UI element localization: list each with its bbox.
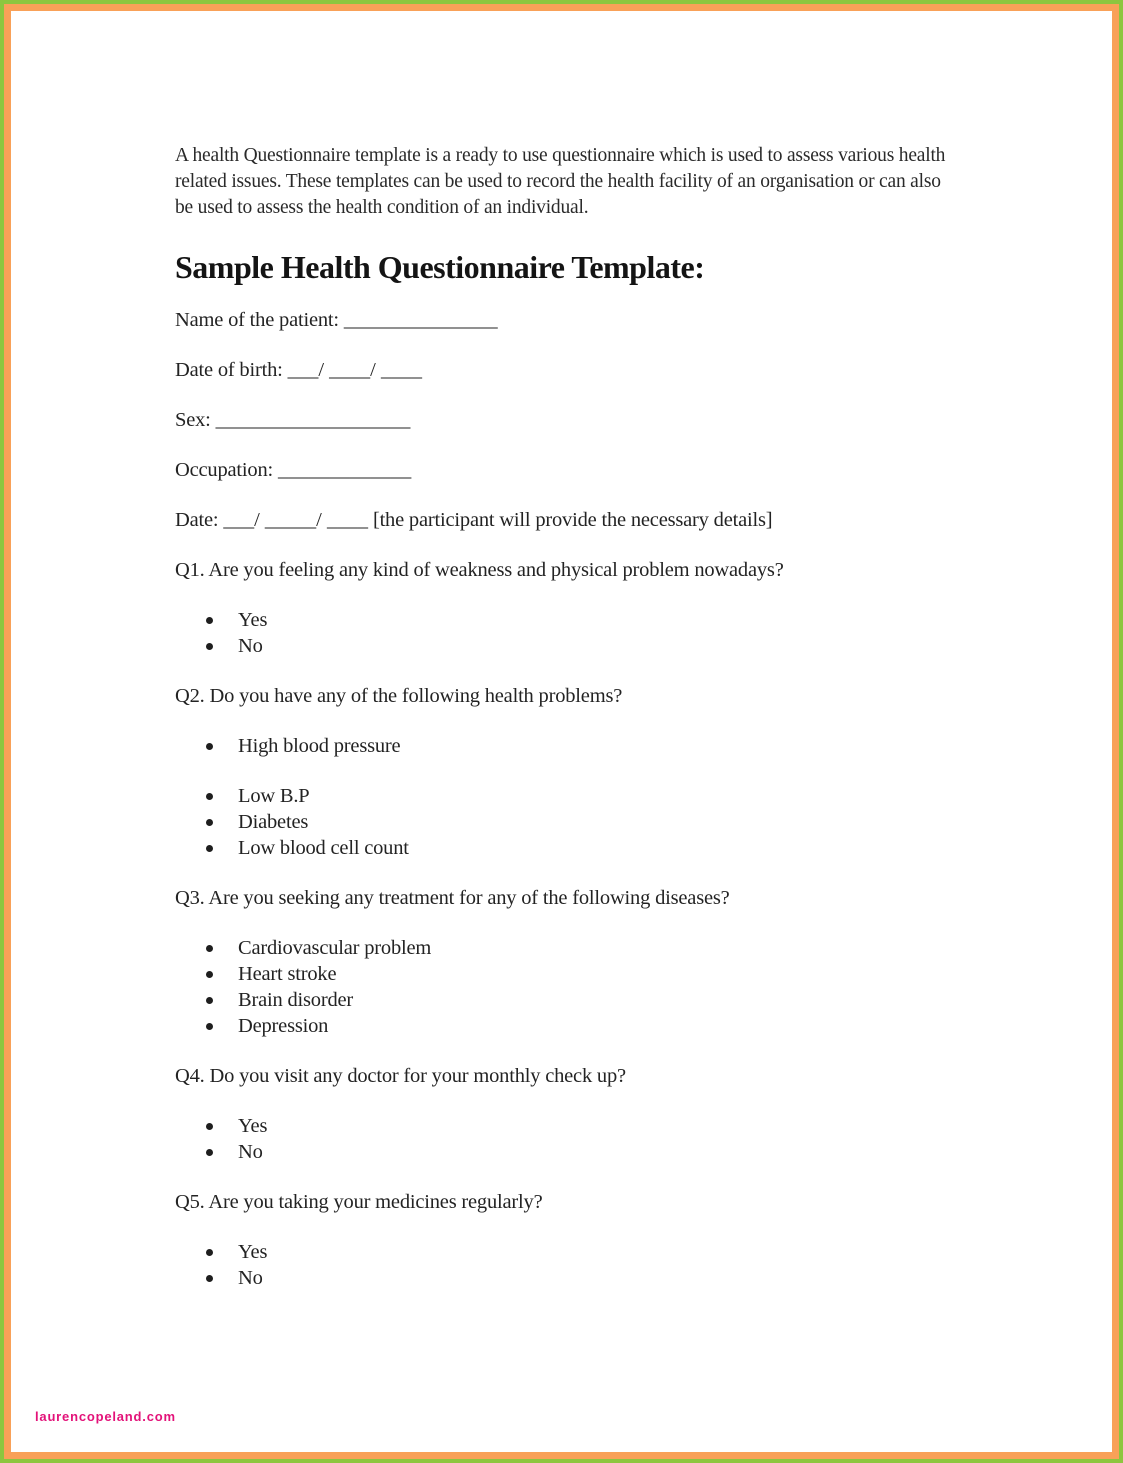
bullet-icon <box>206 1275 213 1282</box>
option-item <box>175 1113 1056 1139</box>
bullet-icon <box>206 617 213 624</box>
bullet-icon <box>206 1249 213 1256</box>
page-title: Sample Health Questionnaire Template: <box>175 249 705 285</box>
option-item <box>175 835 1056 861</box>
field-blank: _______________ <box>343 309 498 331</box>
field-date <box>175 507 1056 533</box>
bullet-icon <box>206 1149 213 1156</box>
option-item <box>175 783 1056 809</box>
field-blank: ___/ ____/ ____ <box>287 359 422 381</box>
bullet-icon <box>206 643 213 650</box>
question-q5: Q5. Are you taking your medicines regularly? <box>175 1191 543 1213</box>
field-blank: ___/ _____/ ____ <box>223 509 368 531</box>
question-q3-options <box>175 935 1056 1039</box>
option-item <box>175 633 1056 659</box>
field-occupation <box>175 457 1056 483</box>
intro-paragraph: A health Questionnaire template is a ready to use questionnaire which is used to assess various health related issues. These templates can be used to record the health facility of an organisation or can also be used to assess the health condition of an individual. <box>175 145 946 218</box>
option-label: Heart stroke <box>238 963 337 985</box>
bullet-icon <box>206 945 213 952</box>
field-patient-name <box>175 307 1056 333</box>
option-label: High blood pressure <box>238 735 401 757</box>
option-label: Depression <box>238 1015 329 1037</box>
field-blank: ___________________ <box>215 409 411 431</box>
option-item <box>175 935 1056 961</box>
option-item <box>175 1013 1056 1039</box>
option-label: Yes <box>238 1241 268 1263</box>
bullet-icon <box>206 1023 213 1030</box>
bullet-icon <box>206 1123 213 1130</box>
bullet-icon <box>206 819 213 826</box>
field-blank: _____________ <box>277 459 412 481</box>
option-label: No <box>238 1141 263 1163</box>
field-sex <box>175 407 1056 433</box>
question-q3: Q3. Are you seeking any treatment for any of the following diseases? <box>175 887 730 909</box>
option-item <box>175 607 1056 633</box>
question-q1-options <box>175 607 1056 659</box>
field-label: Date of birth: <box>175 359 283 381</box>
bullet-icon <box>206 971 213 978</box>
document-content <box>11 11 1112 1291</box>
option-label: Yes <box>238 609 268 631</box>
question-q1: Q1. Are you feeling any kind of weakness and physical problem nowadays? <box>175 559 784 581</box>
option-label: No <box>238 1267 263 1289</box>
option-label: No <box>238 635 263 657</box>
option-item <box>175 809 1056 835</box>
watermark: laurencopeland.com <box>35 1409 176 1424</box>
option-label: Brain disorder <box>238 989 354 1011</box>
bullet-icon <box>206 845 213 852</box>
option-item <box>175 1265 1056 1291</box>
bullet-icon <box>206 743 213 750</box>
option-item <box>175 1139 1056 1165</box>
field-label: Name of the patient: <box>175 309 339 331</box>
field-label: Sex: <box>175 409 211 431</box>
option-item <box>175 733 1056 759</box>
option-label: Yes <box>238 1115 268 1137</box>
option-label: Low B.P <box>238 785 310 807</box>
question-q2-options <box>175 733 1056 861</box>
document-page <box>11 11 1112 1452</box>
page-border-inner <box>4 4 1119 1459</box>
option-item <box>175 1239 1056 1265</box>
option-item <box>175 987 1056 1013</box>
field-label: Occupation: <box>175 459 273 481</box>
bullet-icon <box>206 997 213 1004</box>
question-q4-options <box>175 1113 1056 1165</box>
option-label: Diabetes <box>238 811 309 833</box>
bullet-icon <box>206 793 213 800</box>
question-q2: Q2. Do you have any of the following health problems? <box>175 685 623 707</box>
question-q4: Q4. Do you visit any doctor for your monthly check up? <box>175 1065 626 1087</box>
field-note: [the participant will provide the necessary details] <box>372 509 773 531</box>
option-label: Low blood cell count <box>238 837 409 859</box>
field-date-of-birth <box>175 357 1056 383</box>
option-item <box>175 961 1056 987</box>
option-label: Cardiovascular problem <box>238 937 432 959</box>
question-q5-options <box>175 1239 1056 1291</box>
field-label: Date: <box>175 509 219 531</box>
